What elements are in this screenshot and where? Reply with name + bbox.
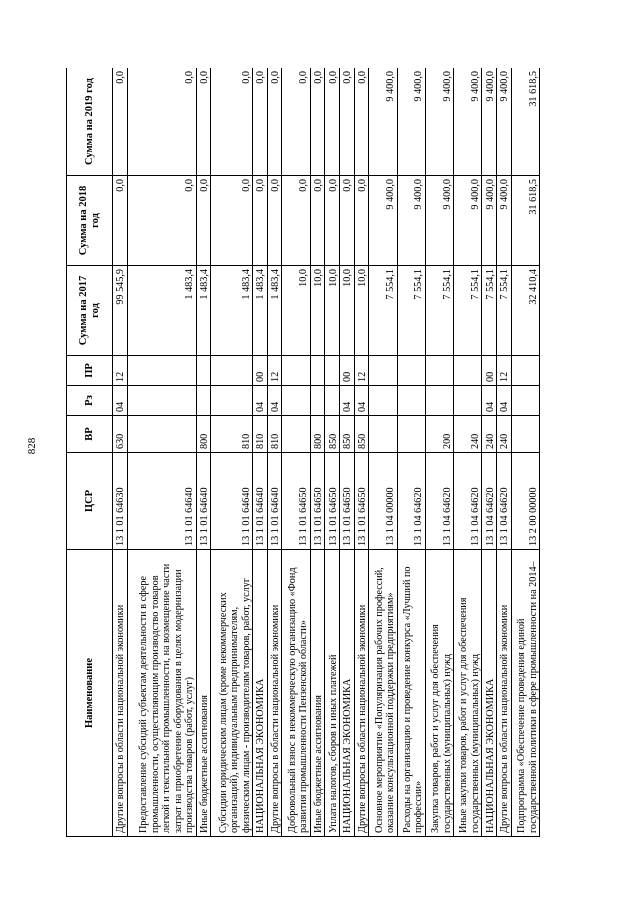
cell-pr: 00 — [252, 356, 267, 386]
table-row — [496, 68, 511, 837]
budget-table — [66, 68, 540, 837]
table-header-row — [67, 68, 113, 837]
cell-csr: 13 1 01 64650 — [282, 453, 310, 550]
cell-vr — [397, 416, 425, 453]
header-sum-2018: Сумма на 2018 год — [67, 176, 113, 266]
cell-csr: 13 2 00 00000 — [511, 453, 539, 550]
cell-sum-2018: 9 400,0 — [425, 176, 453, 266]
cell-rz: 04 — [354, 386, 369, 416]
cell-csr: 13 1 01 64650 — [310, 453, 325, 550]
table-row — [511, 68, 539, 837]
cell-pr: 12 — [267, 356, 282, 386]
cell-csr: 13 1 01 64650 — [339, 453, 354, 550]
cell-csr: 13 1 01 64650 — [325, 453, 340, 550]
cell-pr: 12 — [496, 356, 511, 386]
cell-rz — [511, 386, 539, 416]
cell-csr: 13 1 01 64640 — [267, 453, 282, 550]
cell-sum-2017: 1 483,4 — [196, 266, 211, 356]
cell-name: Предоставление субсидий субъектам деятельности в сфере промышленности, осуществляющим производство товаров легкой и текстильной промышленности, на возмещение части затрат на приобретение оборудования в целях модернизации производства товаров (работ, услуг) — [127, 550, 196, 837]
cell-sum-2019: 0,0 — [113, 68, 128, 176]
table-row — [425, 68, 453, 837]
cell-sum-2017: 7 554,1 — [397, 266, 425, 356]
cell-sum-2018: 0,0 — [252, 176, 267, 266]
table-row — [282, 68, 310, 837]
cell-csr: 13 1 04 64620 — [454, 453, 482, 550]
cell-csr: 13 1 04 64620 — [397, 453, 425, 550]
cell-sum-2018: 9 400,0 — [369, 176, 397, 266]
cell-sum-2018: 31 618,5 — [511, 176, 539, 266]
cell-csr: 13 1 01 64650 — [354, 453, 369, 550]
cell-csr: 13 1 01 64640 — [211, 453, 253, 550]
cell-vr: 810 — [211, 416, 253, 453]
cell-sum-2019: 0,0 — [196, 68, 211, 176]
cell-sum-2019: 0,0 — [354, 68, 369, 176]
cell-pr: 00 — [339, 356, 354, 386]
cell-csr: 13 1 01 64640 — [252, 453, 267, 550]
cell-rz — [325, 386, 340, 416]
cell-sum-2017: 7 554,1 — [496, 266, 511, 356]
table-row — [310, 68, 325, 837]
cell-pr: 12 — [354, 356, 369, 386]
cell-csr: 13 1 04 00000 — [369, 453, 397, 550]
table-row — [482, 68, 497, 837]
rotated-table-content — [66, 68, 540, 837]
cell-vr: 850 — [339, 416, 354, 453]
header-name: Наименование — [67, 550, 113, 837]
cell-vr: 800 — [310, 416, 325, 453]
cell-csr: 13 1 04 64620 — [496, 453, 511, 550]
cell-vr: 200 — [425, 416, 453, 453]
cell-sum-2017: 1 483,4 — [252, 266, 267, 356]
cell-vr: 240 — [482, 416, 497, 453]
cell-sum-2019: 9 400,0 — [454, 68, 482, 176]
cell-sum-2019: 0,0 — [339, 68, 354, 176]
cell-name: Субсидии юридическим лицам (кроме некоммерческих организаций), индивидуальным предпринимателям, физическим лицам - производителям товаров, работ, услуг — [211, 550, 253, 837]
cell-csr: 13 1 04 64620 — [425, 453, 453, 550]
cell-name: Другие вопросы в области национальной экономики — [496, 550, 511, 837]
cell-vr: 240 — [496, 416, 511, 453]
cell-sum-2017: 1 483,4 — [267, 266, 282, 356]
cell-vr: 810 — [267, 416, 282, 453]
cell-rz — [282, 386, 310, 416]
cell-pr — [127, 356, 196, 386]
cell-sum-2018: 0,0 — [267, 176, 282, 266]
table-row — [354, 68, 369, 837]
cell-vr — [127, 416, 196, 453]
cell-pr — [196, 356, 211, 386]
cell-name: Иные бюджетные ассигнования — [196, 550, 211, 837]
cell-pr — [425, 356, 453, 386]
cell-name: Иные закупки товаров, работ и услуг для обеспечения государственных (муниципальных) нужд — [454, 550, 482, 837]
cell-pr — [211, 356, 253, 386]
cell-name: Основное мероприятие «Популяризация рабочих профессий, оказание консультационной поддержки предприятиям» — [369, 550, 397, 837]
cell-sum-2018: 9 400,0 — [454, 176, 482, 266]
cell-sum-2017: 1 483,4 — [211, 266, 253, 356]
cell-rz — [127, 386, 196, 416]
cell-sum-2019: 9 400,0 — [397, 68, 425, 176]
cell-sum-2017: 99 545,9 — [113, 266, 128, 356]
cell-rz: 04 — [267, 386, 282, 416]
cell-name: Другие вопросы в области национальной экономики — [354, 550, 369, 837]
table-row — [211, 68, 253, 837]
cell-sum-2017: 7 554,1 — [425, 266, 453, 356]
cell-sum-2017: 10,0 — [310, 266, 325, 356]
cell-sum-2018: 0,0 — [354, 176, 369, 266]
cell-rz — [310, 386, 325, 416]
cell-sum-2019: 9 400,0 — [482, 68, 497, 176]
cell-sum-2017: 7 554,1 — [369, 266, 397, 356]
cell-vr: 630 — [113, 416, 128, 453]
cell-sum-2018: 0,0 — [196, 176, 211, 266]
page-number: 828 — [26, 437, 38, 455]
cell-sum-2017: 7 554,1 — [454, 266, 482, 356]
rotated-table-wrapper — [66, 68, 540, 837]
cell-sum-2017: 10,0 — [339, 266, 354, 356]
header-sum-2019: Сумма на 2019 год — [67, 68, 113, 176]
cell-name: НАЦИОНАЛЬНАЯ ЭКОНОМИКА — [252, 550, 267, 837]
cell-name: Закупка товаров, работ и услуг для обеспечения государственных (муниципальных) нужд — [425, 550, 453, 837]
cell-name: Иные бюджетные ассигнования — [310, 550, 325, 837]
cell-name: НАЦИОНАЛЬНАЯ ЭКОНОМИКА — [482, 550, 497, 837]
cell-sum-2017: 10,0 — [282, 266, 310, 356]
cell-sum-2019: 0,0 — [310, 68, 325, 176]
table-row — [325, 68, 340, 837]
cell-vr — [369, 416, 397, 453]
cell-pr — [325, 356, 340, 386]
cell-pr: 12 — [113, 356, 128, 386]
table-body — [113, 68, 540, 837]
cell-name: Добровольный взнос в некоммерческую организацию «Фонд развития промышленности Пензенской области» — [282, 550, 310, 837]
cell-sum-2018: 0,0 — [325, 176, 340, 266]
header-sum-2017: Сумма на 2017 год — [67, 266, 113, 356]
cell-csr: 13 1 04 64620 — [482, 453, 497, 550]
cell-name: Другие вопросы в области национальной экономики — [267, 550, 282, 837]
cell-pr — [310, 356, 325, 386]
cell-pr — [282, 356, 310, 386]
cell-sum-2019: 0,0 — [325, 68, 340, 176]
cell-csr: 13 1 01 64640 — [196, 453, 211, 550]
cell-vr: 800 — [196, 416, 211, 453]
cell-csr: 13 1 01 64630 — [113, 453, 128, 550]
cell-rz: 04 — [482, 386, 497, 416]
cell-rz — [369, 386, 397, 416]
cell-sum-2018: 9 400,0 — [482, 176, 497, 266]
cell-sum-2017: 32 410,4 — [511, 266, 539, 356]
cell-name: Другие вопросы в области национальной экономики — [113, 550, 128, 837]
cell-csr: 13 1 01 64640 — [127, 453, 196, 550]
cell-sum-2017: 7 554,1 — [482, 266, 497, 356]
cell-sum-2018: 0,0 — [113, 176, 128, 266]
cell-sum-2018: 9 400,0 — [496, 176, 511, 266]
cell-sum-2017: 1 483,4 — [127, 266, 196, 356]
cell-sum-2018: 0,0 — [310, 176, 325, 266]
table-row — [252, 68, 267, 837]
cell-sum-2017: 10,0 — [325, 266, 340, 356]
cell-rz — [425, 386, 453, 416]
cell-sum-2018: 0,0 — [282, 176, 310, 266]
table-row — [113, 68, 128, 837]
cell-rz — [196, 386, 211, 416]
cell-rz: 04 — [339, 386, 354, 416]
cell-pr — [369, 356, 397, 386]
cell-sum-2019: 0,0 — [282, 68, 310, 176]
cell-sum-2018: 0,0 — [339, 176, 354, 266]
cell-sum-2018: 9 400,0 — [397, 176, 425, 266]
header-vr: ВР — [67, 416, 113, 453]
table-row — [369, 68, 397, 837]
cell-sum-2019: 0,0 — [211, 68, 253, 176]
cell-name: Подпрограмма «Обеспечение проведения единой государственной политики в сфере промышленности на 2014– — [511, 550, 539, 837]
cell-pr — [511, 356, 539, 386]
table-row — [339, 68, 354, 837]
cell-rz: 04 — [496, 386, 511, 416]
cell-rz — [454, 386, 482, 416]
cell-rz: 04 — [252, 386, 267, 416]
cell-vr — [511, 416, 539, 453]
cell-rz — [211, 386, 253, 416]
cell-sum-2018: 0,0 — [127, 176, 196, 266]
cell-pr — [397, 356, 425, 386]
cell-vr: 810 — [252, 416, 267, 453]
cell-sum-2019: 9 400,0 — [425, 68, 453, 176]
cell-vr: 850 — [354, 416, 369, 453]
cell-rz: 04 — [113, 386, 128, 416]
header-csr: ЦСР — [67, 453, 113, 550]
cell-vr: 850 — [325, 416, 340, 453]
cell-vr: 240 — [454, 416, 482, 453]
cell-pr: 00 — [482, 356, 497, 386]
table-row — [267, 68, 282, 837]
table-row — [397, 68, 425, 837]
table-row — [196, 68, 211, 837]
cell-sum-2019: 31 618,5 — [511, 68, 539, 176]
cell-sum-2019: 0,0 — [267, 68, 282, 176]
cell-name: Расходы на организацию и проведение конкурса «Лучший по профессии» — [397, 550, 425, 837]
header-rz: Рз — [67, 386, 113, 416]
table-row — [127, 68, 196, 837]
cell-sum-2019: 0,0 — [127, 68, 196, 176]
cell-sum-2018: 0,0 — [211, 176, 253, 266]
cell-sum-2019: 0,0 — [252, 68, 267, 176]
cell-name: Уплата налогов, сборов и иных платежей — [325, 550, 340, 837]
cell-name: НАЦИОНАЛЬНАЯ ЭКОНОМИКА — [339, 550, 354, 837]
cell-vr — [282, 416, 310, 453]
cell-sum-2019: 9 400,0 — [496, 68, 511, 176]
cell-pr — [454, 356, 482, 386]
header-pr: ПР — [67, 356, 113, 386]
cell-sum-2019: 9 400,0 — [369, 68, 397, 176]
table-row — [454, 68, 482, 837]
cell-rz — [397, 386, 425, 416]
cell-sum-2017: 10,0 — [354, 266, 369, 356]
